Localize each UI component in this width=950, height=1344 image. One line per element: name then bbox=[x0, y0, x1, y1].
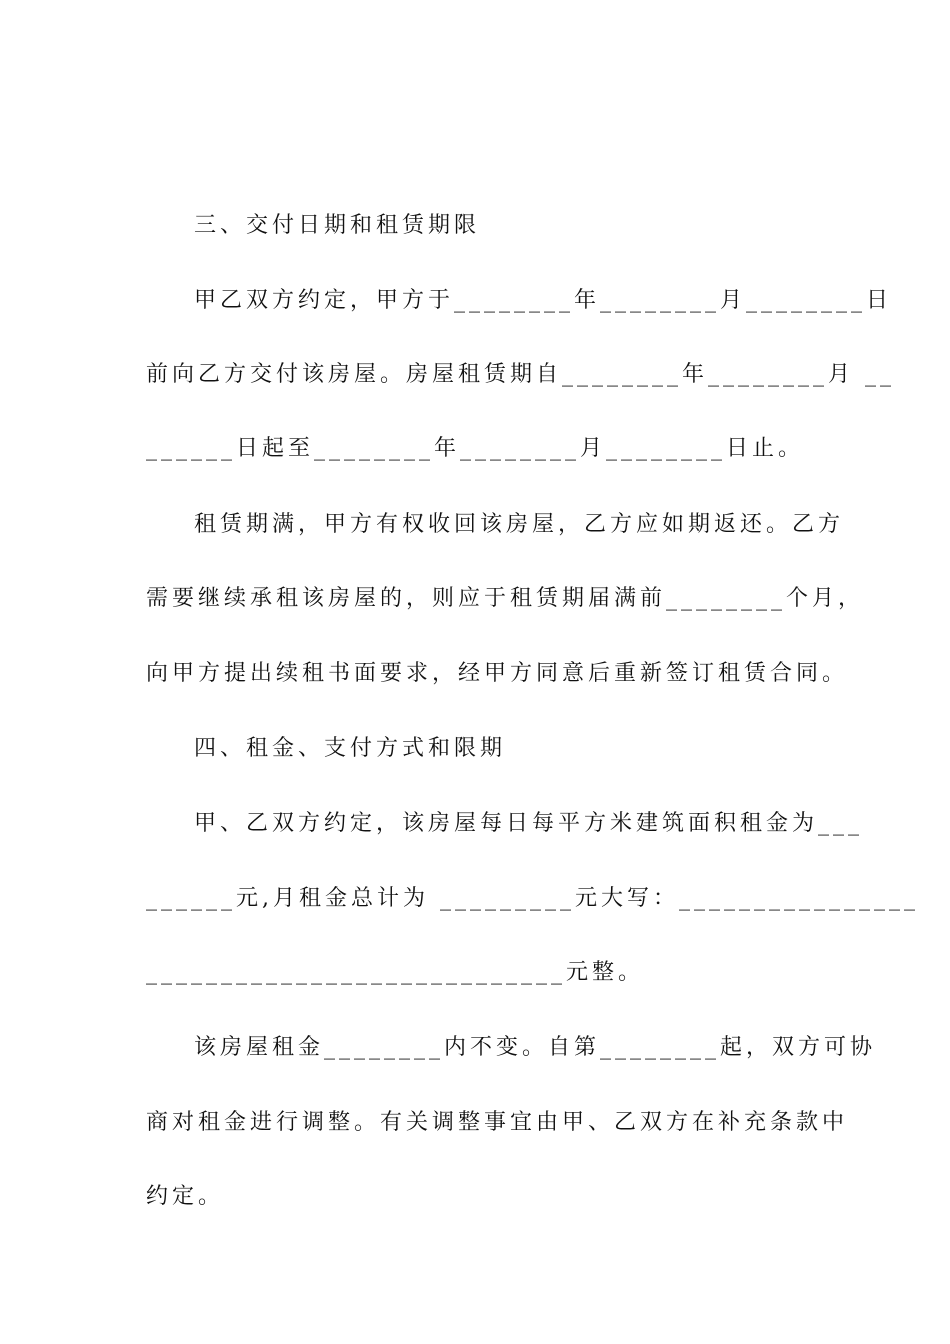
paragraph-line: ______日起至________年________月________日止。 bbox=[146, 436, 805, 461]
paragraph-line: 需要继续承租该房屋的，则应于租赁期届满前________个月， bbox=[146, 586, 865, 611]
paragraph-line: 前向乙方交付该房屋。房屋租赁期自________年________月 __ bbox=[146, 362, 895, 387]
paragraph-line: ____________________________元整。 bbox=[146, 960, 645, 985]
paragraph-line: 该房屋租金________内不变。自第________起，双方可协 bbox=[194, 1035, 877, 1060]
section-heading-rent-payment: 四、租金、支付方式和限期 bbox=[194, 736, 507, 761]
paragraph-line: 商对租金进行调整。有关调整事宜由甲、乙双方在补充条款中 bbox=[146, 1110, 849, 1135]
paragraph-line: ______元,月租金总计为 _________元大写：________________ bbox=[146, 886, 919, 911]
paragraph-line: 约定。 bbox=[146, 1184, 225, 1209]
paragraph-line: 向甲方提出续租书面要求，经甲方同意后重新签订租赁合同。 bbox=[146, 661, 849, 686]
paragraph-line: 甲、乙双方约定，该房屋每日每平方米建筑面积租金为___ bbox=[194, 811, 864, 836]
paragraph-line: 租赁期满，甲方有权收回该房屋，乙方应如期返还。乙方 bbox=[194, 512, 845, 537]
section-heading-delivery-term: 三、交付日期和租赁期限 bbox=[194, 213, 481, 238]
paragraph-line: 甲乙双方约定，甲方于________年________月________日 bbox=[194, 288, 893, 313]
